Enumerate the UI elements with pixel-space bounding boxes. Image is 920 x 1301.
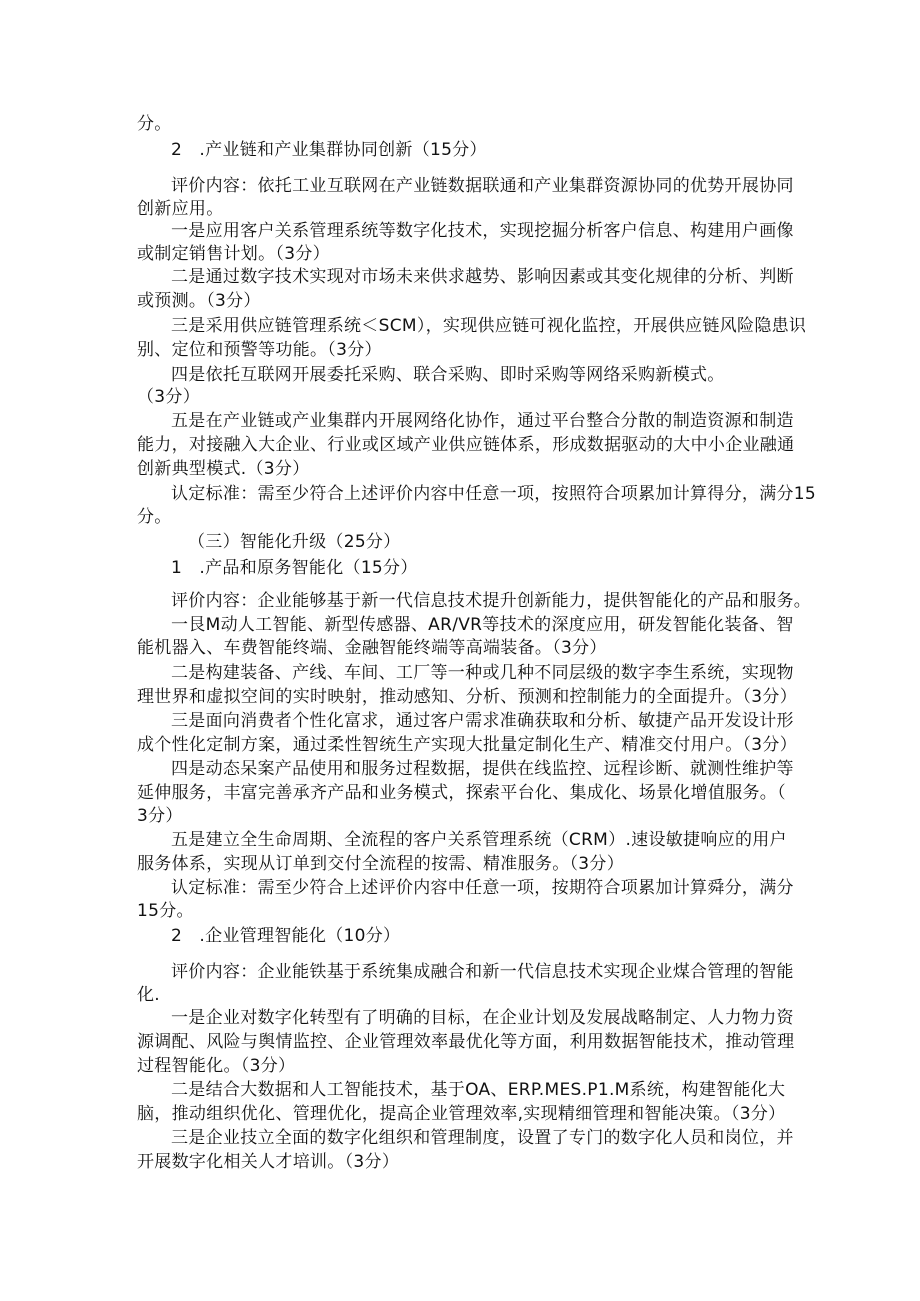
text-line: 别、定位和预警等功能。（3分） <box>137 340 382 360</box>
text-line: 五是建立全生命周期、全流程的客户关系管理系统（CRM）.速设敏捷响应的用户 <box>171 830 787 850</box>
text-line: 延伸服务，丰富完善承齐产品和业务模式，探索平台化、集成化、场景化增值服务。（ <box>137 783 786 803</box>
text-line: 三是企业技立全面的数字化组织和管理制度，设置了专门的数字化人员和岗位，并 <box>171 1128 794 1148</box>
text-line: 评价内容：企业能铁基于系统集成融合和新一代信息技术实现企业煤合管理的智能 <box>171 962 794 982</box>
text-line: 五是在产业链或产业集群内开展网络化协作，通过平台整合分散的制造资源和制造 <box>171 411 794 431</box>
text-line: 三是面向消费者个性化富求，通过客户需求准确获取和分析、敏捷产品开发设计形 <box>171 711 794 731</box>
text-line: 15分。 <box>137 901 194 921</box>
text-line: 二是通过数字技术实现对市场未来供求越势、影响因素或其变化规律的分析、判断 <box>171 267 794 287</box>
text-line: 能机器入、车费智能终端、金融智能终端等高端装备。（3分） <box>137 638 607 658</box>
text-line: 一艮M动人工智能、新型传感器、AR/VR等技术的深度应用，研发智能化装备、智 <box>171 615 794 635</box>
text-line: 开展数字化相关人才培训。（3分） <box>137 1152 400 1172</box>
text-line: 化. <box>137 985 161 1005</box>
text-line: 分。 <box>137 114 172 134</box>
text-line: 三是采用供应链管理系统＜SCM），实现供应链可视化监控，开展供应链风险隐患识 <box>171 316 807 336</box>
text-line: 源调配、风险与舆情监控、企业管理效率最优化等方面，利用数据智能技术，推动管理 <box>137 1032 795 1052</box>
text-line: 二是构建装备、产线、车间、工厂等一种或几种不同层级的数字李生系统，实现物 <box>171 663 794 683</box>
text-line: 四是依托互联网开展委托采购、联合采购、即时采购等网络采购新模式。 <box>171 365 725 385</box>
text-line: 认定标准：需至少符合上述评价内容中任意一项，按照符合项累加计算得分，满分15 <box>171 484 817 504</box>
text-line: 评价内容：依托工业互联网在产业链数据联通和产业集群资源协同的优势开展协同 <box>171 176 794 196</box>
text-line: 能力，对接融入大企业、行业或区域产业供应链体系，形成数据驱动的大中小企业融通 <box>137 435 795 455</box>
text-line: 四是动态呆案产品使用和服务过程数据，提供在线监控、远程诊断、就测性维护等 <box>171 759 794 779</box>
text-line: 理世界和虚拟空间的实时映射，推动感知、分析、预测和控制能力的全面提升。（3分） <box>137 687 798 707</box>
text-line: （3分） <box>137 387 201 407</box>
text-line: 一是企业对数字化转型有了明确的目标，在企业计划及发展战略制定、人力物力资 <box>171 1008 794 1028</box>
text-line: 分。 <box>137 507 172 527</box>
text-line: 或预测。（3分） <box>137 291 261 311</box>
text-line: 创新典型模式.（3分） <box>137 459 310 479</box>
text-line: 或制定销售计划。（3分） <box>137 244 330 264</box>
subsection-heading: 2 .企业管理智能化（10分） <box>171 926 401 946</box>
text-line: 创新应用。 <box>137 199 224 219</box>
text-line: 评价内容：企业能够基于新一代信息技术提升创新能力，提供智能化的产品和服务。 <box>171 591 812 611</box>
text-line: 过程智能化。（3分） <box>137 1056 296 1076</box>
subsection-heading: 1 .产品和原务智能化（15分） <box>171 558 418 578</box>
text-line: 一是应用客户关系管理系统等数字化技术，实现挖掘分析客户信息、构建用户画像 <box>171 221 794 241</box>
section-heading: （三）智能化升级（25分） <box>188 532 401 552</box>
text-line: 成个性化定制方案，通过柔性智统生产实现大批量定制化生产、精准交付用户。（3分） <box>137 735 798 755</box>
subsection-heading: 2 .产业链和产业集群协同创新（15分） <box>171 140 487 160</box>
text-line: 认定标准：需至少符合上述评价内容中任意一项，按期符合项累加计算舜分，满分 <box>171 878 794 898</box>
text-line: 服务体系，实现从订单到交付全流程的按需、精准服务。（3分） <box>137 854 625 874</box>
text-line: 二是结合大数据和人工智能技术，基于OA、ERP.MES.P1.M系统，构建智能化大 <box>171 1080 786 1100</box>
text-line: 脑，推动组织优化、管理优化，提高企业管理效率,实现精细管理和智能决策。（3分） <box>137 1104 786 1124</box>
text-line: 3分） <box>137 806 183 826</box>
